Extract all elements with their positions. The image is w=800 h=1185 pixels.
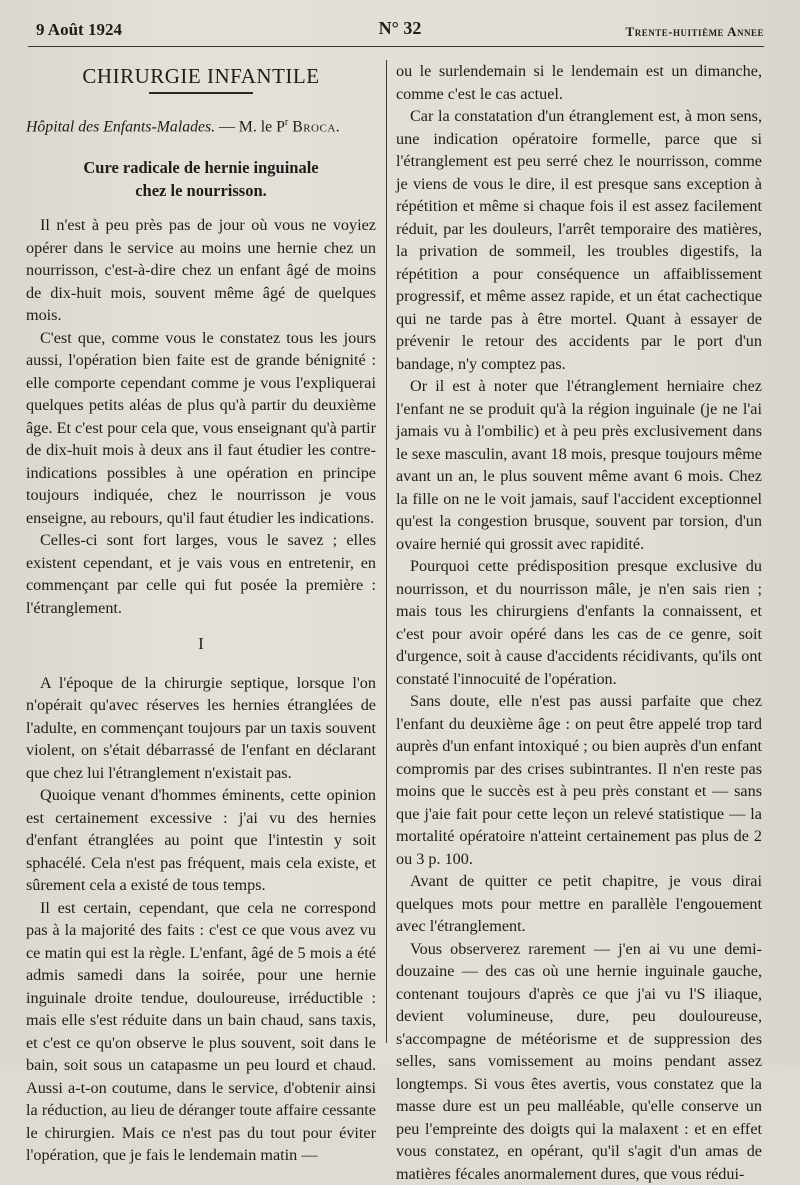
paragraph: A l'époque de la chirurgie septique, lorsque l'on n'opérait qu'avec réserves les hernies étranglées de l'adulte, en commençant toujours par un taxis souvent violent, on s'était débarrassé de l'enfant en déclarant que chez lui l'étranglement n'existait pas. bbox=[26, 672, 376, 785]
left-column bbox=[26, 56, 376, 1167]
article-subtitle bbox=[26, 156, 376, 202]
paragraph: Or il est à noter que l'étranglement herniaire chez l'enfant ne se produit qu'à la région inguinale (je ne l'ai jamais vu à l'ombilic) et à peu près exclusivement dans le sexe masculin, avant 18 mois, presque toujours même avant un an, le plus souvent même avant 6 mois. Chez la fille on ne le voit jamais, sauf l'accident exceptionnel qu'est la congestion brusque, souvent par torsion, d'un ovaire hernié qui grossit avec rapidité. bbox=[396, 375, 762, 555]
hospital-dash: — M. le P bbox=[215, 118, 285, 135]
paragraph: Il n'est à peu près pas de jour où vous ne voyiez opérer dans le service au moins une hernie chez un nourrisson, c'est-à-dire chez un enfant âgé de moins de dix-huit mois, souvent même âgé de quelques mois. bbox=[26, 214, 376, 327]
section-number: I bbox=[26, 633, 376, 656]
paragraph: Celles-ci sont fort larges, vous le savez ; elles existent cependant, et je vais vous en entretenir, en commençant par celle qui fut posée la première : l'étranglement. bbox=[26, 529, 376, 619]
hospital-name: Hôpital des Enfants-Malades. bbox=[26, 118, 215, 135]
hospital-end: . bbox=[336, 118, 340, 135]
issue-date: 9 Août 1924 bbox=[36, 20, 122, 40]
paragraph: Sans doute, elle n'est pas aussi parfaite que chez l'enfant du deuxième âge : on peut être appelé trop tard auprès d'un enfant intoxiqué ; ou bien auprès d'un enfant compromis par des crises subintrantes. Il n'en reste pas moins que le succès est à peu près constant et — sans que j'aie fait pour cette leçon un relevé statistique — la mortalité opératoire n'atteint certainement pas plus de 2 ou 3 p. 100. bbox=[396, 690, 762, 870]
header-rule bbox=[28, 46, 764, 47]
paragraph: Quoique venant d'hommes éminents, cette opinion est certainement excessive : j'ai vu des hernies d'enfant étranglées au point que l'intestin y soit sphacélé. Cela n'est pas fréquent, mais cela existe, et sûrement cela a existé de tous temps. bbox=[26, 784, 376, 897]
issue-number: N° 32 bbox=[36, 18, 764, 39]
hospital-line bbox=[26, 112, 376, 139]
paragraph: C'est que, comme vous le constatez tous les jours aussi, l'opération bien faite est de grande bénignité : elle comporte cependant comme je vous l'expliquerai quelques petits aléas de plus qu'à partir du deuxième âge. Et c'est pour cela que, vous enseignant qu'à partir de dix-huit mois à deux ans il faut étudier les contre-indications possibles à une opération en principe toujours indiquée, chez le nourrisson je vous enseigne, au rebours, qu'il faut étudier les indications. bbox=[26, 327, 376, 530]
running-header bbox=[36, 18, 764, 44]
hospital-title-sup: r bbox=[285, 117, 288, 128]
hospital-person: Broca bbox=[292, 118, 336, 135]
paragraph: Il est certain, cependant, que cela ne correspond pas à la majorité des faits : c'est ce que vous avez vu ce matin qui est la règle. L'enfant, âgé de 5 mois a été admis samedi dans la soirée, pour une hernie inguinale droite tendue, douloureuse, irréductible : mais elle s'est réduite dans un bain chaud, sans taxis, et c'est ce qu'on observe le plus souvent, soit dans le bain, soit sous un catapasme un peu lourd et chaud. Aussi a-t-on coutume, dans le service, d'obtenir ainsi la réduction, au lieu de déranger toute affaire cessante le chirurgien. Mais ce n'est pas du tout pour éviter l'opération, que je fais le lendemain matin — bbox=[26, 897, 376, 1167]
paragraph-continuation: ou le surlendemain si le lendemain est un dimanche, comme c'est le cas actuel. bbox=[396, 60, 762, 105]
paragraph: Vous observerez rarement — j'en ai vu une demi-douzaine — des cas où une hernie inguinale gauche, contenant toujours d'après ce que j'ai vu l'S iliaque, devient volumineuse, dure, peu douloureuse, s'accompagne de météorisme et de suppression des selles, sans vomissement au moins pendant assez longtemps. Si vous êtes avertis, vous constatez que la masse dure est un peu malléable, qu'elle conserve un peu l'empreinte des doigts qui la malaxent : et en effet vous constatez, en opérant, qu'il s'agit d'un amas de matières fécales anormalement dures, que vous rédui- bbox=[396, 938, 762, 1185]
right-column bbox=[396, 60, 762, 1185]
subtitle-line-1: Cure radicale de hernie inguinale bbox=[26, 156, 376, 179]
title-rule bbox=[149, 92, 253, 94]
subtitle-line-2: chez le nourrisson. bbox=[26, 179, 376, 202]
section-title: CHIRURGIE INFANTILE bbox=[26, 65, 376, 88]
paragraph: Pourquoi cette prédisposition presque exclusive du nourrisson, et du nourrisson mâle, je n'en sais rien ; mais tous les chirurgiens d'enfants la connaissent, et c'est pour avoir opéré dans les cas de ce genre, soit d'urgence, soit à cause d'accidents récidivants, qu'ils ont constaté l'innocuité de l'opération. bbox=[396, 555, 762, 690]
column-divider bbox=[386, 60, 387, 1043]
paragraph: Car la constatation d'un étranglement est, à mon sens, une indication opératoire formelle, parce que si l'étranglement est peu serré chez le nourrisson, comme je viens de vous le dire, il est presque sans exception à répétition et même si chaque fois il est assez facilement réduit, par les douleurs, l'arrêt temporaire des matières, la privation de sommeil, les troubles digestifs, la répétition a pour conséquence un affaiblissement progressif, et même assez rapide, et un état cachectique qui ne tarde pas à être mortel. Quant à essayer de prévenir le retour des accidents par le port d'un bandage, n'y comptez pas. bbox=[396, 105, 762, 375]
publication-year: Trente-huitième Anneе bbox=[626, 24, 764, 40]
paragraph: Avant de quitter ce petit chapitre, je vous dirai quelques mots pour mettre en parallèle l'engouement avec l'étranglement. bbox=[396, 870, 762, 938]
